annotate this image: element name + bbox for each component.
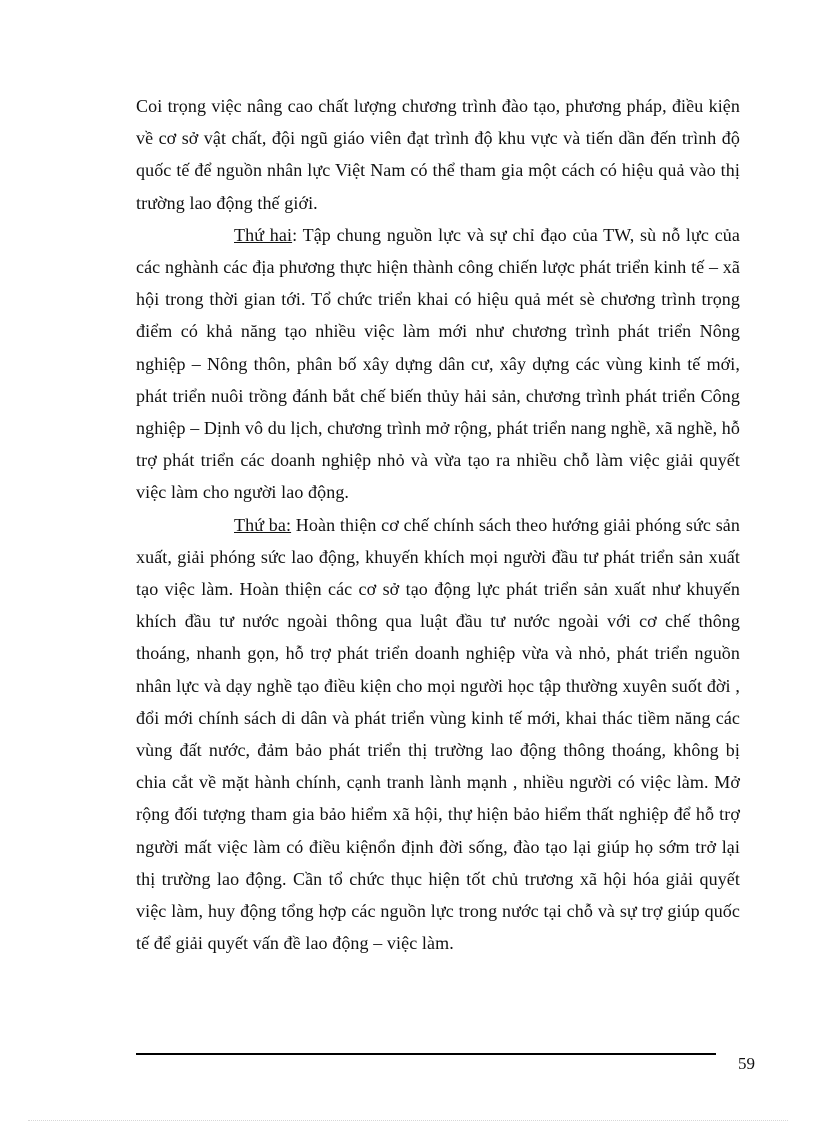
paragraph-2-separator: : bbox=[292, 224, 298, 245]
footer-divider bbox=[136, 1053, 716, 1055]
paragraph-3-heading: Thứ ba: bbox=[234, 514, 292, 535]
paragraph-1: Coi trọng việc nâng cao chất lượng chương trình đào tạo, phương pháp, điều kiện về cơ sở vật chất, đội ngũ giáo viên đạt trình độ khu vực và tiến dần đến trình độ quốc tế để nguồn nhân lực Việt Nam có thể tham gia một cách có hiệu quả vào thị trường lao động thế giới. bbox=[136, 96, 740, 213]
paragraph-2-heading: Thứ hai bbox=[234, 224, 293, 245]
page-bottom-border bbox=[28, 1120, 788, 1121]
paragraph-3 bbox=[136, 509, 740, 960]
page-number: 59 bbox=[738, 1054, 755, 1073]
paragraph-3-text: Hoàn thiện cơ chế chính sách theo hướng giải phóng sức sản xuất, giải phóng sức lao động, khuyến khích mọi người đầu tư phát triển sản xuất tạo việc làm. Hoàn thiện các cơ sở tạo động lực phát triển sản xuất như khuyến khích đầu tư nước ngoài thông qua luật đầu tư nước ngoài với cơ chế thông thoáng, nhanh gọn, hỗ trợ phát triển doanh nghiệp vừa và nhỏ, phát triển nguồn nhân lực và dạy nghề tạo điều kiện cho mọi người học tập thường xuyên suốt đời , đổi mới chính sách di dân và phát triển vùng kinh tế mới, khai thác tiềm năng các vùng đất nước, đảm bảo phát triển thị trường lao động thông thoáng, không bị chia cắt về mặt hành chính, cạnh tranh lành mạnh , nhiều người có việc làm. Mở rộng đối tượng tham gia bảo hiểm xã hội, thự hiện bảo hiểm thất nghiệp để hỗ trợ người mất việc làm có điều kiệnổn định đời sống, đào tạo lại giúp họ sớm trở lại thị trường lao động. Cần tổ chức thục hiện tốt chủ trương xã hội hóa giải quyết việc làm, huy động tổng hợp các nguồn lực trong nước tại chỗ và sự trợ giúp quốc tế để giải quyết vấn đề lao động – việc làm. bbox=[136, 514, 740, 954]
paragraph-2-text: Tập chung nguồn lực và sự chỉ đạo của TW, sù nỗ lực của các nghành các địa phương thực hiện thành công chiến lược phát triển kinh tế – xã hội trong thời gian tới. Tổ chức triển khai có hiệu quả mét sè chương trình trọng điểm có khả năng tạo nhiều việc làm mới như chương trình phát triển Nông nghiệp – Nông thôn, phân bố xây dựng dân cư, xây dựng các vùng kinh tế mới, phát triển nuôi trồng đánh bắt chế biến thủy hải sản, chương trình phát triển Công nghiệp – Dịnh vô du lịch, chương trình mở rộng, phát triển nang nghề, xã nghề, hỗ trợ phát triển các doanh nghiệp nhỏ và vừa tạo ra nhiều chỗ làm việc giải quyết việc làm cho người lao động. bbox=[136, 224, 740, 503]
paragraph-2 bbox=[136, 219, 740, 509]
body-text bbox=[136, 90, 740, 959]
